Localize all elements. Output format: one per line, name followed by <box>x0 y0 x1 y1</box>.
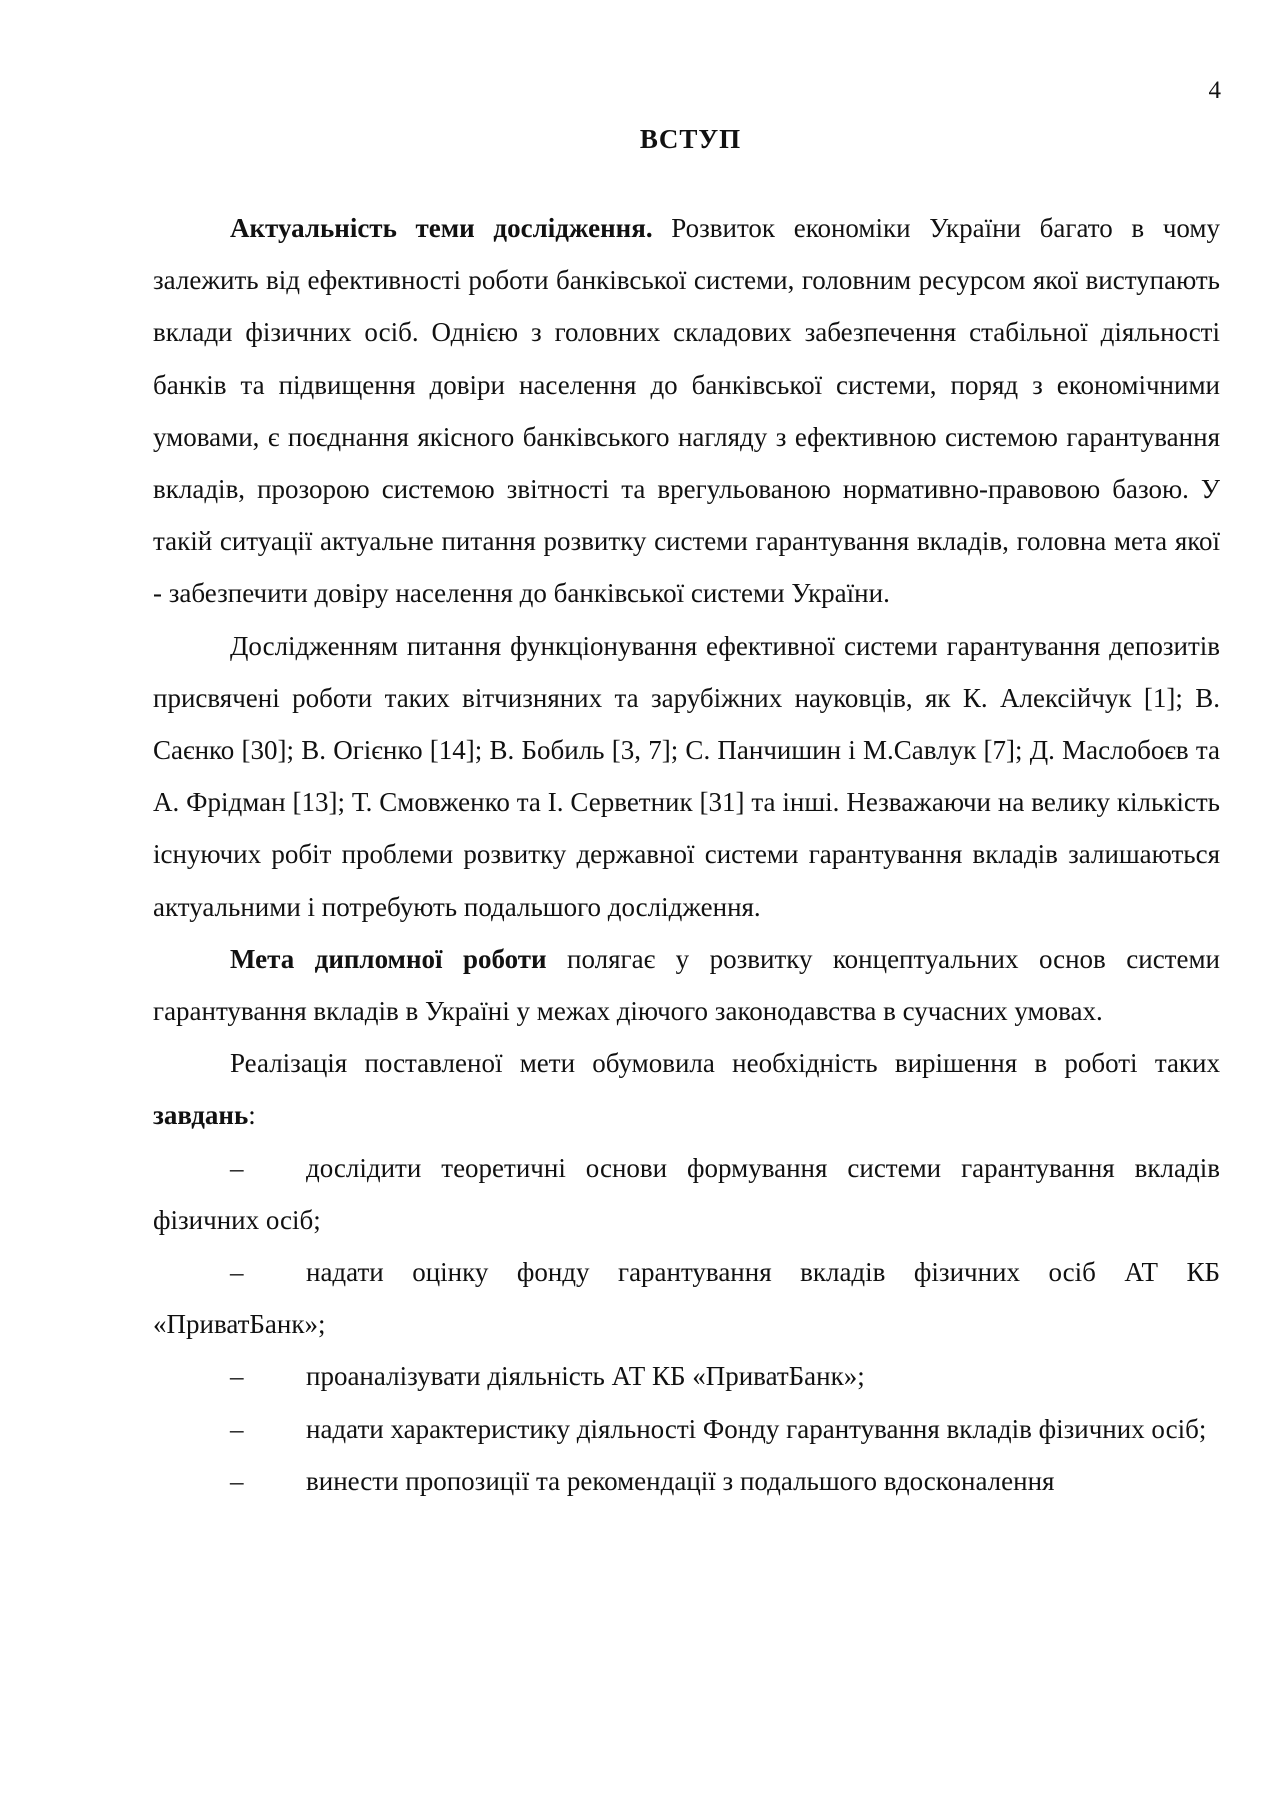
goal-text: полягає у розвитку концептуальних основ системи гарантування вкладів в Україні у межах діючого законодавства в сучасних умовах. <box>153 943 1220 1027</box>
list-dash: – <box>230 1465 244 1496</box>
paragraph-literature: Дослідженням питання функціонування ефективної системи гарантування депозитів присвячені роботи таких вітчизняних та зарубіжних науковців, як К. Алексійчук [1]; В. Саєнко [30]; В. Огієнко [14]; В. Бобиль [3, 7]; С. Панчишин і М.Савлук [7]; Д. Маслобоєв та А. Фрідман [13]; Т. Смовженко та І. Серветник [31] та інші. Незважаючи на велику кількість існуючих робіт проблеми розвитку державної системи гарантування вкладів залишаються актуальними і потребують подальшого дослідження. <box>153 630 1220 922</box>
list-item-text: дослідити теоретичні основи формування системи гарантування вкладів фізичних осіб; <box>153 1152 1220 1235</box>
list-item-text: надати оцінку фонду гарантування вкладів фізичних осіб АТ КБ «ПриватБанк»; <box>153 1257 1220 1340</box>
tasks-heading: завдань <box>153 1100 249 1131</box>
list-dash: – <box>230 1257 244 1288</box>
relevance-heading: Актуальність теми дослідження. <box>230 213 653 243</box>
list-item <box>153 1350 1220 1402</box>
section-title: ВСТУП <box>639 124 742 154</box>
paragraph-goal <box>153 933 1220 1037</box>
paragraph-relevance <box>153 202 1220 620</box>
list-item-text: проаналізувати діяльність АТ КБ «ПриватБанк»; <box>306 1361 865 1392</box>
tasks-intro-text: Реалізація поставленої мети обумовила необхідність вирішення в роботі таких <box>230 1048 1220 1079</box>
list-item <box>153 1246 1220 1350</box>
list-item-text: надати характеристику діяльності Фонду гарантування вкладів фізичних осіб; <box>306 1413 1207 1444</box>
list-item <box>153 1455 1220 1507</box>
list-dash: – <box>230 1361 244 1392</box>
document-body <box>153 202 1220 1507</box>
list-item <box>153 1142 1220 1246</box>
list-dash: – <box>230 1413 244 1444</box>
relevance-text: Розвиток економіки України багато в чому залежить від ефективності роботи банківської системи, головним ресурсом якої виступають вклади фізичних осіб. Однією з головних складових забезпечення стабільної діяльності банків та підвищення довіри населення до банківської системи, поряд з економічними умовами, є поєднання якісного банківського нагляду з ефективною системою гарантування вкладів, прозорою системою звітності та врегульованою нормативно-правовою базою. У такій ситуації актуальне питання розвитку системи гарантування вкладів, головна мета якої - забезпечити довіру населення до банківської системи України. <box>153 213 1220 609</box>
paragraph-tasks-intro <box>153 1037 1220 1141</box>
list-item <box>153 1403 1220 1455</box>
list-dash: – <box>230 1152 244 1183</box>
list-item-text: винести пропозиції та рекомендації з подальшого вдосконалення <box>306 1465 1055 1496</box>
page-number: 4 <box>1208 77 1221 104</box>
goal-heading: Мета дипломної роботи <box>230 943 547 974</box>
tasks-colon: : <box>248 1100 256 1131</box>
